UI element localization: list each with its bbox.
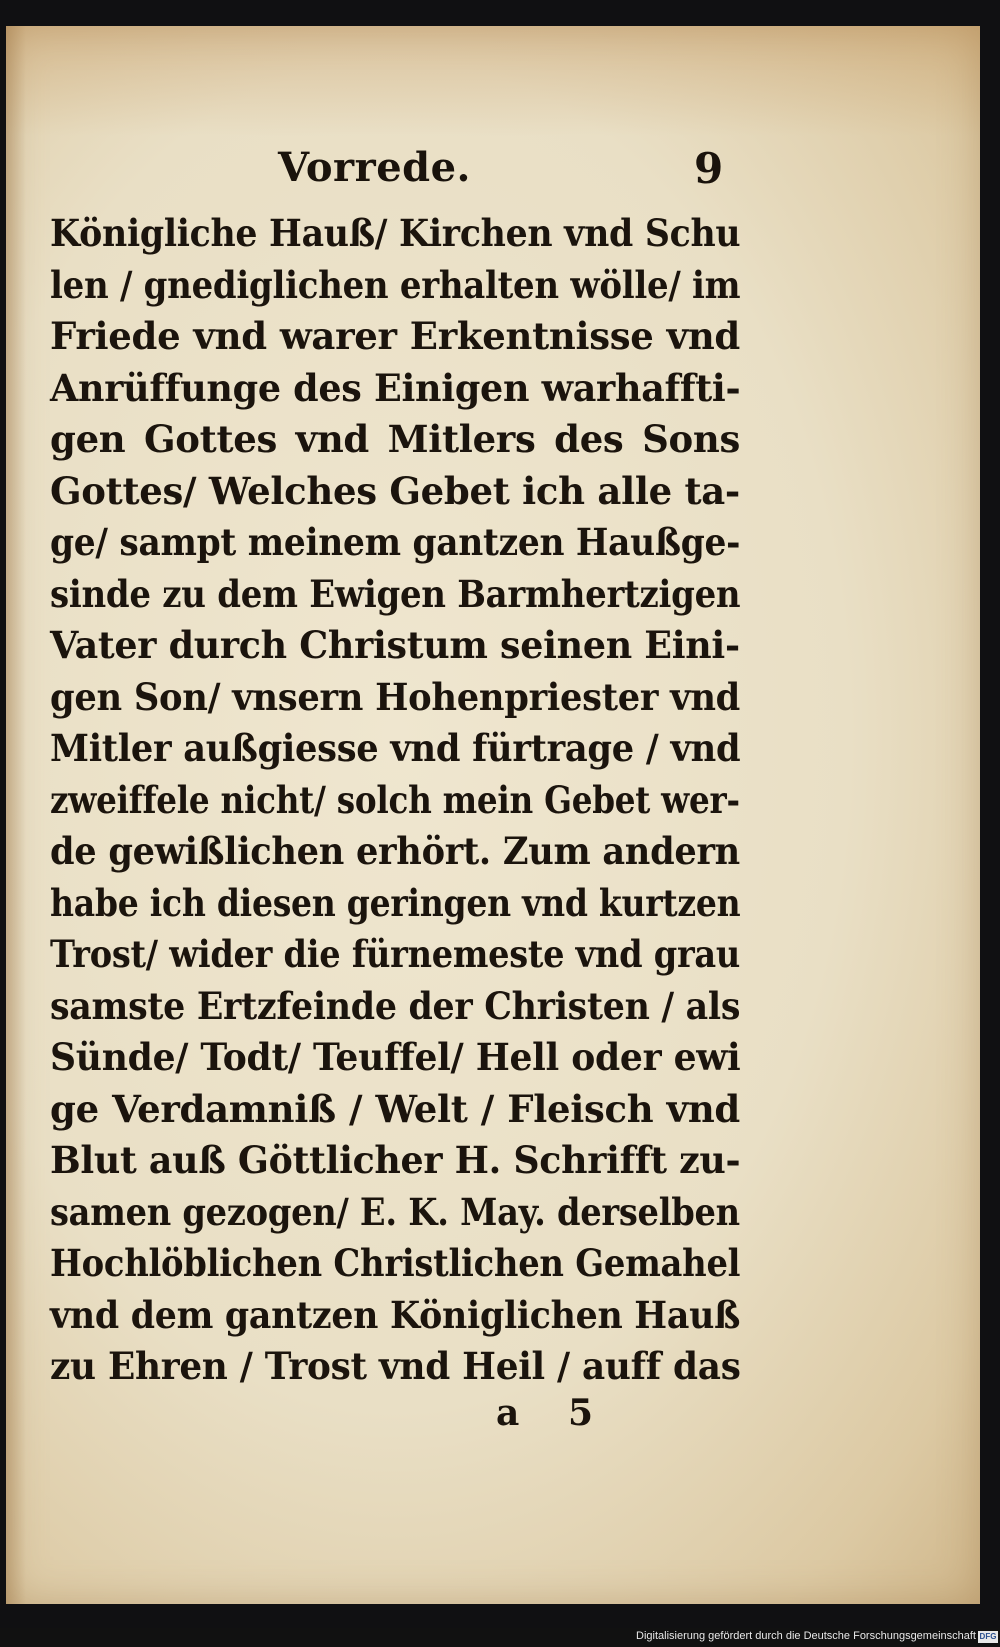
digitization-footer — [0, 1628, 1000, 1647]
text-line: Mitler außgiesse vnd fürtrage / vnd — [50, 726, 741, 770]
text-line: Sünde/ Todt/ Teuffel/ Hell oder ewi — [50, 1035, 741, 1079]
text-line: samen gezogen/ E. K. May. derselben — [50, 1189, 740, 1234]
text-line: Gottes/ Welches Gebet ich alle ta- — [50, 468, 740, 513]
running-head — [46, 144, 726, 204]
text-line: len / gnediglichen erhalten wölle/ im — [50, 262, 741, 307]
page-number: 9 — [694, 144, 724, 193]
book-page — [6, 26, 980, 1604]
text-line: Königliche Hauß/ Kirchen vnd Schu — [50, 211, 741, 255]
text-line: Trost/ wider die fürnemeste vnd grau — [50, 932, 741, 976]
body-text — [50, 208, 740, 1393]
text-line: sinde zu dem Ewigen Barmhertzigen — [50, 571, 741, 616]
text-line: habe ich diesen geringen vnd kurtzen — [50, 880, 741, 925]
text-line: ge/ sampt meinem gantzen Haußge- — [50, 520, 741, 564]
signature-number: 5 — [568, 1392, 594, 1434]
text-line: zu Ehren / Trost vnd Heil / auff das — [50, 1344, 741, 1388]
text-line: Vater durch Christum seinen Eini- — [50, 623, 740, 667]
footer-credit: Digitalisierung gefördert durch die Deutsche Forschungsgemeinschaft — [636, 1630, 976, 1642]
text-line: Friede vnd warer Erkentnisse vnd — [50, 314, 740, 358]
text-line: ge Verdamniß / Welt / Fleisch vnd — [50, 1086, 740, 1131]
running-head-title: Vorrede. — [278, 144, 471, 191]
text-line: zweiffele nicht/ solch mein Gebet wer- — [50, 777, 740, 822]
text-line: de gewißlichen erhört. Zum andern — [50, 829, 740, 873]
text-line: gen Gottes vnd Mitlers des Sons — [50, 417, 740, 461]
text-line: samste Ertzfeinde der Christen / als — [50, 983, 741, 1028]
text-line: Hochlöblichen Christlichen Gemahel — [50, 1241, 741, 1285]
signature-mark — [496, 1392, 656, 1442]
text-line: Blut auß Göttlicher H. Schrifft zu- — [50, 1138, 741, 1182]
dfg-logo-icon: DFG — [979, 1632, 997, 1641]
text-line: Anrüffunge des Einigen warhaffti- — [50, 365, 741, 410]
text-line: vnd dem gantzen Königlichen Hauß — [50, 1292, 741, 1337]
signature-letter: a — [496, 1392, 520, 1434]
text-line: gen Son/ vnsern Hohenpriester vnd — [50, 674, 741, 719]
